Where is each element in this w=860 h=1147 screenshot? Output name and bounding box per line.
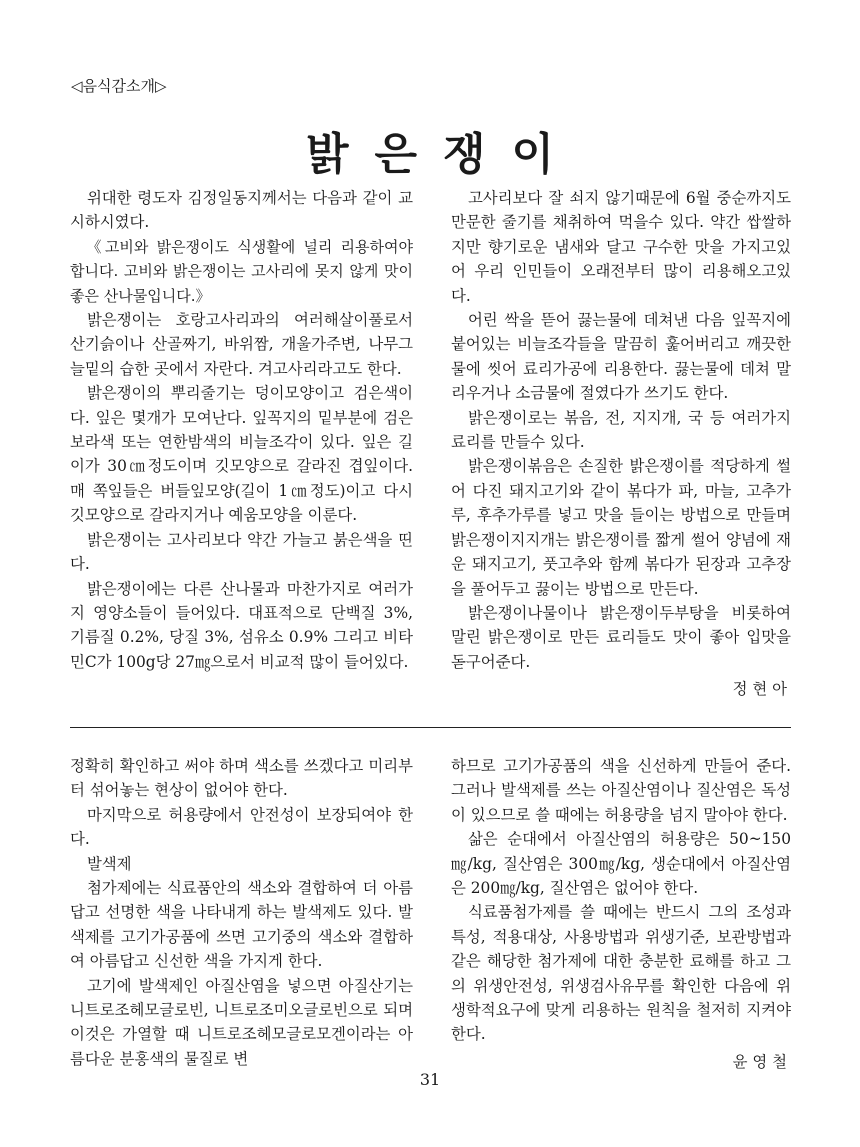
paragraph: 고사리보다 잘 쇠지 않기때문에 6월 중순까지도 만문한 줄기를 채취하여 먹을수 있다. 약간 쌉쌀하지만 향기로운 냄새와 달고 구수한 맛을 가지고있어 우리 인민들이 오래전부터 많이 리용해오고있다. [451,189,791,305]
article-column-right [451,186,791,702]
quotation: 《고비와 밝은쟁이도 식생활에 널리 리용하여야 합니다. 고비와 밝은쟁이는 고사리에 못지 않게 맛이 좋은 산나물입니다.》 [70,237,413,305]
paragraph: 마지막으로 허용량에서 안전성이 보장되여야 한다. [70,805,413,849]
subheading: 발색제 [86,854,132,873]
section-divider [70,727,791,728]
paragraph: 밝은쟁이는 호랑고사리과의 여러해살이풀로서 산기슭이나 산골짜기, 바위짬, 개울가주변, 나무그늘밑의 습한 곳에서 자란다. 겨고사리라고도 한다. [70,311,413,378]
article-column-left [70,186,413,674]
paragraph: 하므로 고기가공품의 색을 신선하게 만들어 준다. 그러나 발색제를 쓰는 아질산염이나 질산염은 독성이 있으므로 쓸 때에는 허용량을 넘지 말아야 한다. [451,757,791,824]
paragraph: 밝은쟁이나물이나 밝은쟁이두부탕을 비롯하여 말린 밝은쟁이로 만든 료리들도 맛이 좋아 입맛을 돋구어준다. [451,603,791,671]
paragraph: 밝은쟁이는 고사리보다 약간 가늘고 붉은색을 띤다. [70,530,413,574]
page-number: 31 [419,1070,441,1089]
paragraph: 위대한 령도자 김정일동지께서는 다음과 같이 교시하시였다. [70,189,413,232]
paragraph: 정확히 확인하고 써야 하며 색소를 쓰겠다고 미리부터 섞어놓는 현상이 없어야 한다. [70,757,413,800]
paragraph: 밝은쟁이에는 다른 산나물과 마찬가지로 여러가지 영양소들이 들어있다. 대표적으로 단백질 3%, 기름질 0.2%, 당질 3%, 섬유소 0.9% 그리고 비타민C가 100g당 27㎎으로서 비교적 많이 들어있다. [70,579,413,671]
paragraph: 밝은쟁이볶음은 손질한 밝은쟁이를 적당하게 썰어 다진 돼지고기와 같이 볶다가 파, 마늘, 고추가루, 후추가루를 넣고 맛을 들이는 방법으로 만들며 밝은쟁이지지개는 밝은쟁이를 짧게 썰어 양념에 재운 돼지고기, 풋고추와 함께 볶다가 된장과 고추장을 풀어두고 끓이는 방법으로 만든다. [451,457,791,598]
paragraph: 첨가제에는 식료품안의 색소와 결합하여 더 아름답고 선명한 색을 나타내게 하는 발색제도 있다. 발색제를 고기가공품에 쓰면 고기중의 색소와 결합하여 아름답고 신선한 색을 가지게 한다. [70,879,413,971]
paragraph: 고기에 발색제인 아질산염을 넣으면 아질산기는 니트로조헤모글로빈, 니트로조미오글로빈으로 되며 이것은 가열할 때 니트로조헤모글로모겐이라는 아름다운 분홍색의 물질로 변 [70,976,413,1068]
article-title: 밝은쟁이 [305,129,580,180]
continued-column-right [451,754,791,1074]
paragraph: 삶은 순대에서 아질산염의 허용량은 50~150㎎/kg, 질산염은 300㎎/kg, 생순대에서 아질산염은 200㎎/kg, 질산염은 없어야 한다. [451,830,791,898]
paragraph: 식료품첨가제를 쓸 때에는 반드시 그의 조성과 특성, 적용대상, 사용방법과 위생기준, 보관방법과 같은 해당한 첨가제에 대한 충분한 료해를 하고 그의 위생안전성, 위생검사유무를 확인한 다음에 위생학적요구에 맞게 리용하는 원칙을 철저히 지켜야 한다. [451,903,791,1044]
paragraph: 어린 싹을 뜯어 끓는물에 데쳐낸 다음 잎꼭지에 붙어있는 비늘조각들을 말끔히 훑어버리고 깨끗한 물에 씻어 료리가공에 리용한다. 끓는물에 데쳐 말리우거나 소금물에 절였다가 쓰기도 한다. [451,311,791,403]
continued-column-left [70,754,413,1071]
author-name: 정 현 아 [732,680,787,699]
section-tag: ◁음식감소개▷ [71,77,167,95]
author-name: 윤 영 철 [732,1052,787,1071]
paragraph: 밝은쟁이의 뿌리줄기는 덩이모양이고 검은색이다. 잎은 몇개가 모여난다. 잎꼭지의 밑부분에 검은 보라색 또는 연한밤색의 비늘조각이 있다. 잎은 길이가 30㎝정도이며 깃모양으로 갈라진 겹잎이다. 매 쪽잎들은 버들잎모양(길이 1㎝정도)이고 다시 깃모양으로 갈라지거나 예움모양을 이룬다. [70,384,413,525]
paragraph: 밝은쟁이로는 볶음, 전, 지지개, 국 등 여러가지 료리를 만들수 있다. [451,408,791,452]
